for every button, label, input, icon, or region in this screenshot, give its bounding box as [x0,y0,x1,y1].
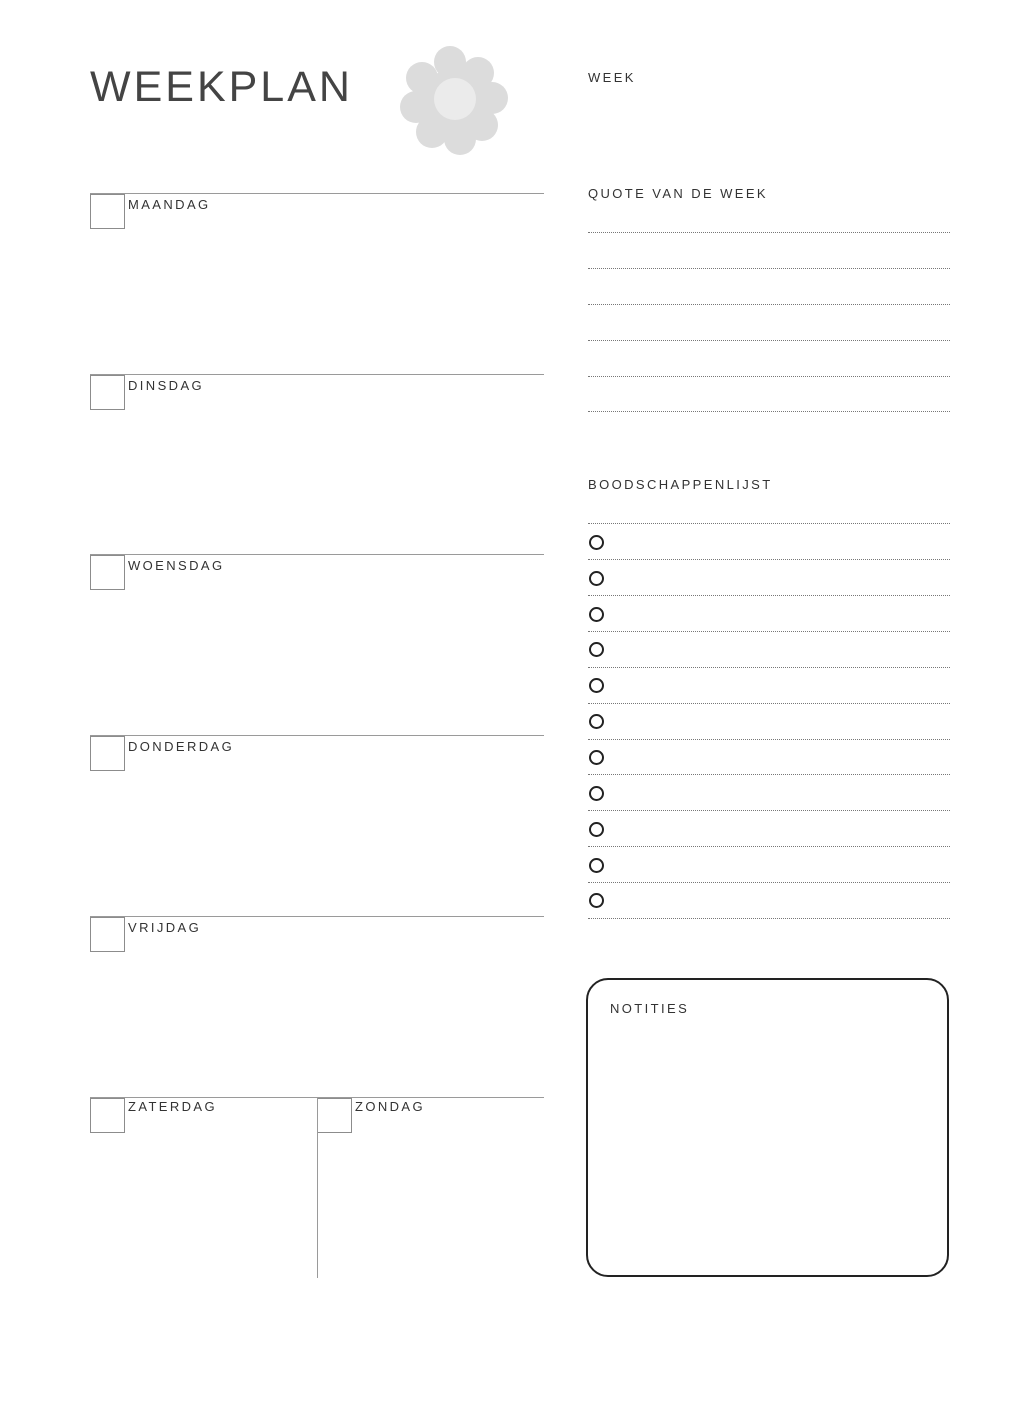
shopping-line[interactable] [588,810,950,811]
tuesday-checkbox[interactable] [90,375,125,410]
day-label-wednesday: WOENSDAG [128,558,225,573]
day-sunday [317,1097,544,1114]
quote-line[interactable] [588,268,950,269]
day-thursday [90,735,544,754]
circle-checkbox-icon[interactable] [589,535,604,550]
day-label-monday: MAANDAG [128,197,211,212]
day-saturday [90,1097,317,1114]
day-monday [90,193,544,212]
day-label-thursday: DONDERDAG [128,739,235,754]
shopping-line[interactable] [588,918,950,919]
week-label: WEEK [588,70,636,85]
wednesday-checkbox[interactable] [90,555,125,590]
day-wednesday [90,554,544,573]
circle-checkbox-icon[interactable] [589,642,604,657]
day-tuesday [90,374,544,393]
circle-checkbox-icon[interactable] [589,714,604,729]
monday-checkbox[interactable] [90,194,125,229]
sunday-checkbox[interactable] [317,1098,352,1133]
notes-box[interactable] [586,978,949,1277]
quote-line[interactable] [588,411,950,412]
circle-checkbox-icon[interactable] [589,678,604,693]
thursday-checkbox[interactable] [90,736,125,771]
shopping-line [588,523,950,524]
quote-line[interactable] [588,232,950,233]
notes-label: NOTITIES [610,1001,690,1016]
shopping-list-label: BOODSCHAPPENLIJST [588,477,773,492]
friday-checkbox[interactable] [90,917,125,952]
shopping-line[interactable] [588,703,950,704]
quote-line[interactable] [588,376,950,377]
page-title: WEEKPLAN [90,63,353,111]
circle-checkbox-icon[interactable] [589,858,604,873]
circle-checkbox-icon[interactable] [589,822,604,837]
circle-checkbox-icon[interactable] [589,750,604,765]
circle-checkbox-icon[interactable] [589,893,604,908]
shopping-line[interactable] [588,846,950,847]
shopping-line[interactable] [588,882,950,883]
shopping-line[interactable] [588,631,950,632]
shopping-line[interactable] [588,667,950,668]
day-friday [90,916,544,935]
quote-label: QUOTE VAN DE WEEK [588,186,768,201]
quote-line[interactable] [588,304,950,305]
shopping-line[interactable] [588,595,950,596]
circle-checkbox-icon[interactable] [589,786,604,801]
day-label-sunday: ZONDAG [355,1099,426,1114]
day-label-tuesday: DINSDAG [128,378,205,393]
weekend-divider [317,1098,318,1278]
saturday-checkbox[interactable] [90,1098,125,1133]
circle-checkbox-icon[interactable] [589,607,604,622]
circle-checkbox-icon[interactable] [589,571,604,586]
quote-line[interactable] [588,340,950,341]
shopping-line[interactable] [588,739,950,740]
day-label-saturday: ZATERDAG [128,1099,218,1114]
shopping-line[interactable] [588,774,950,775]
shopping-line[interactable] [588,559,950,560]
flower-icon [398,44,512,156]
day-label-friday: VRIJDAG [128,920,202,935]
